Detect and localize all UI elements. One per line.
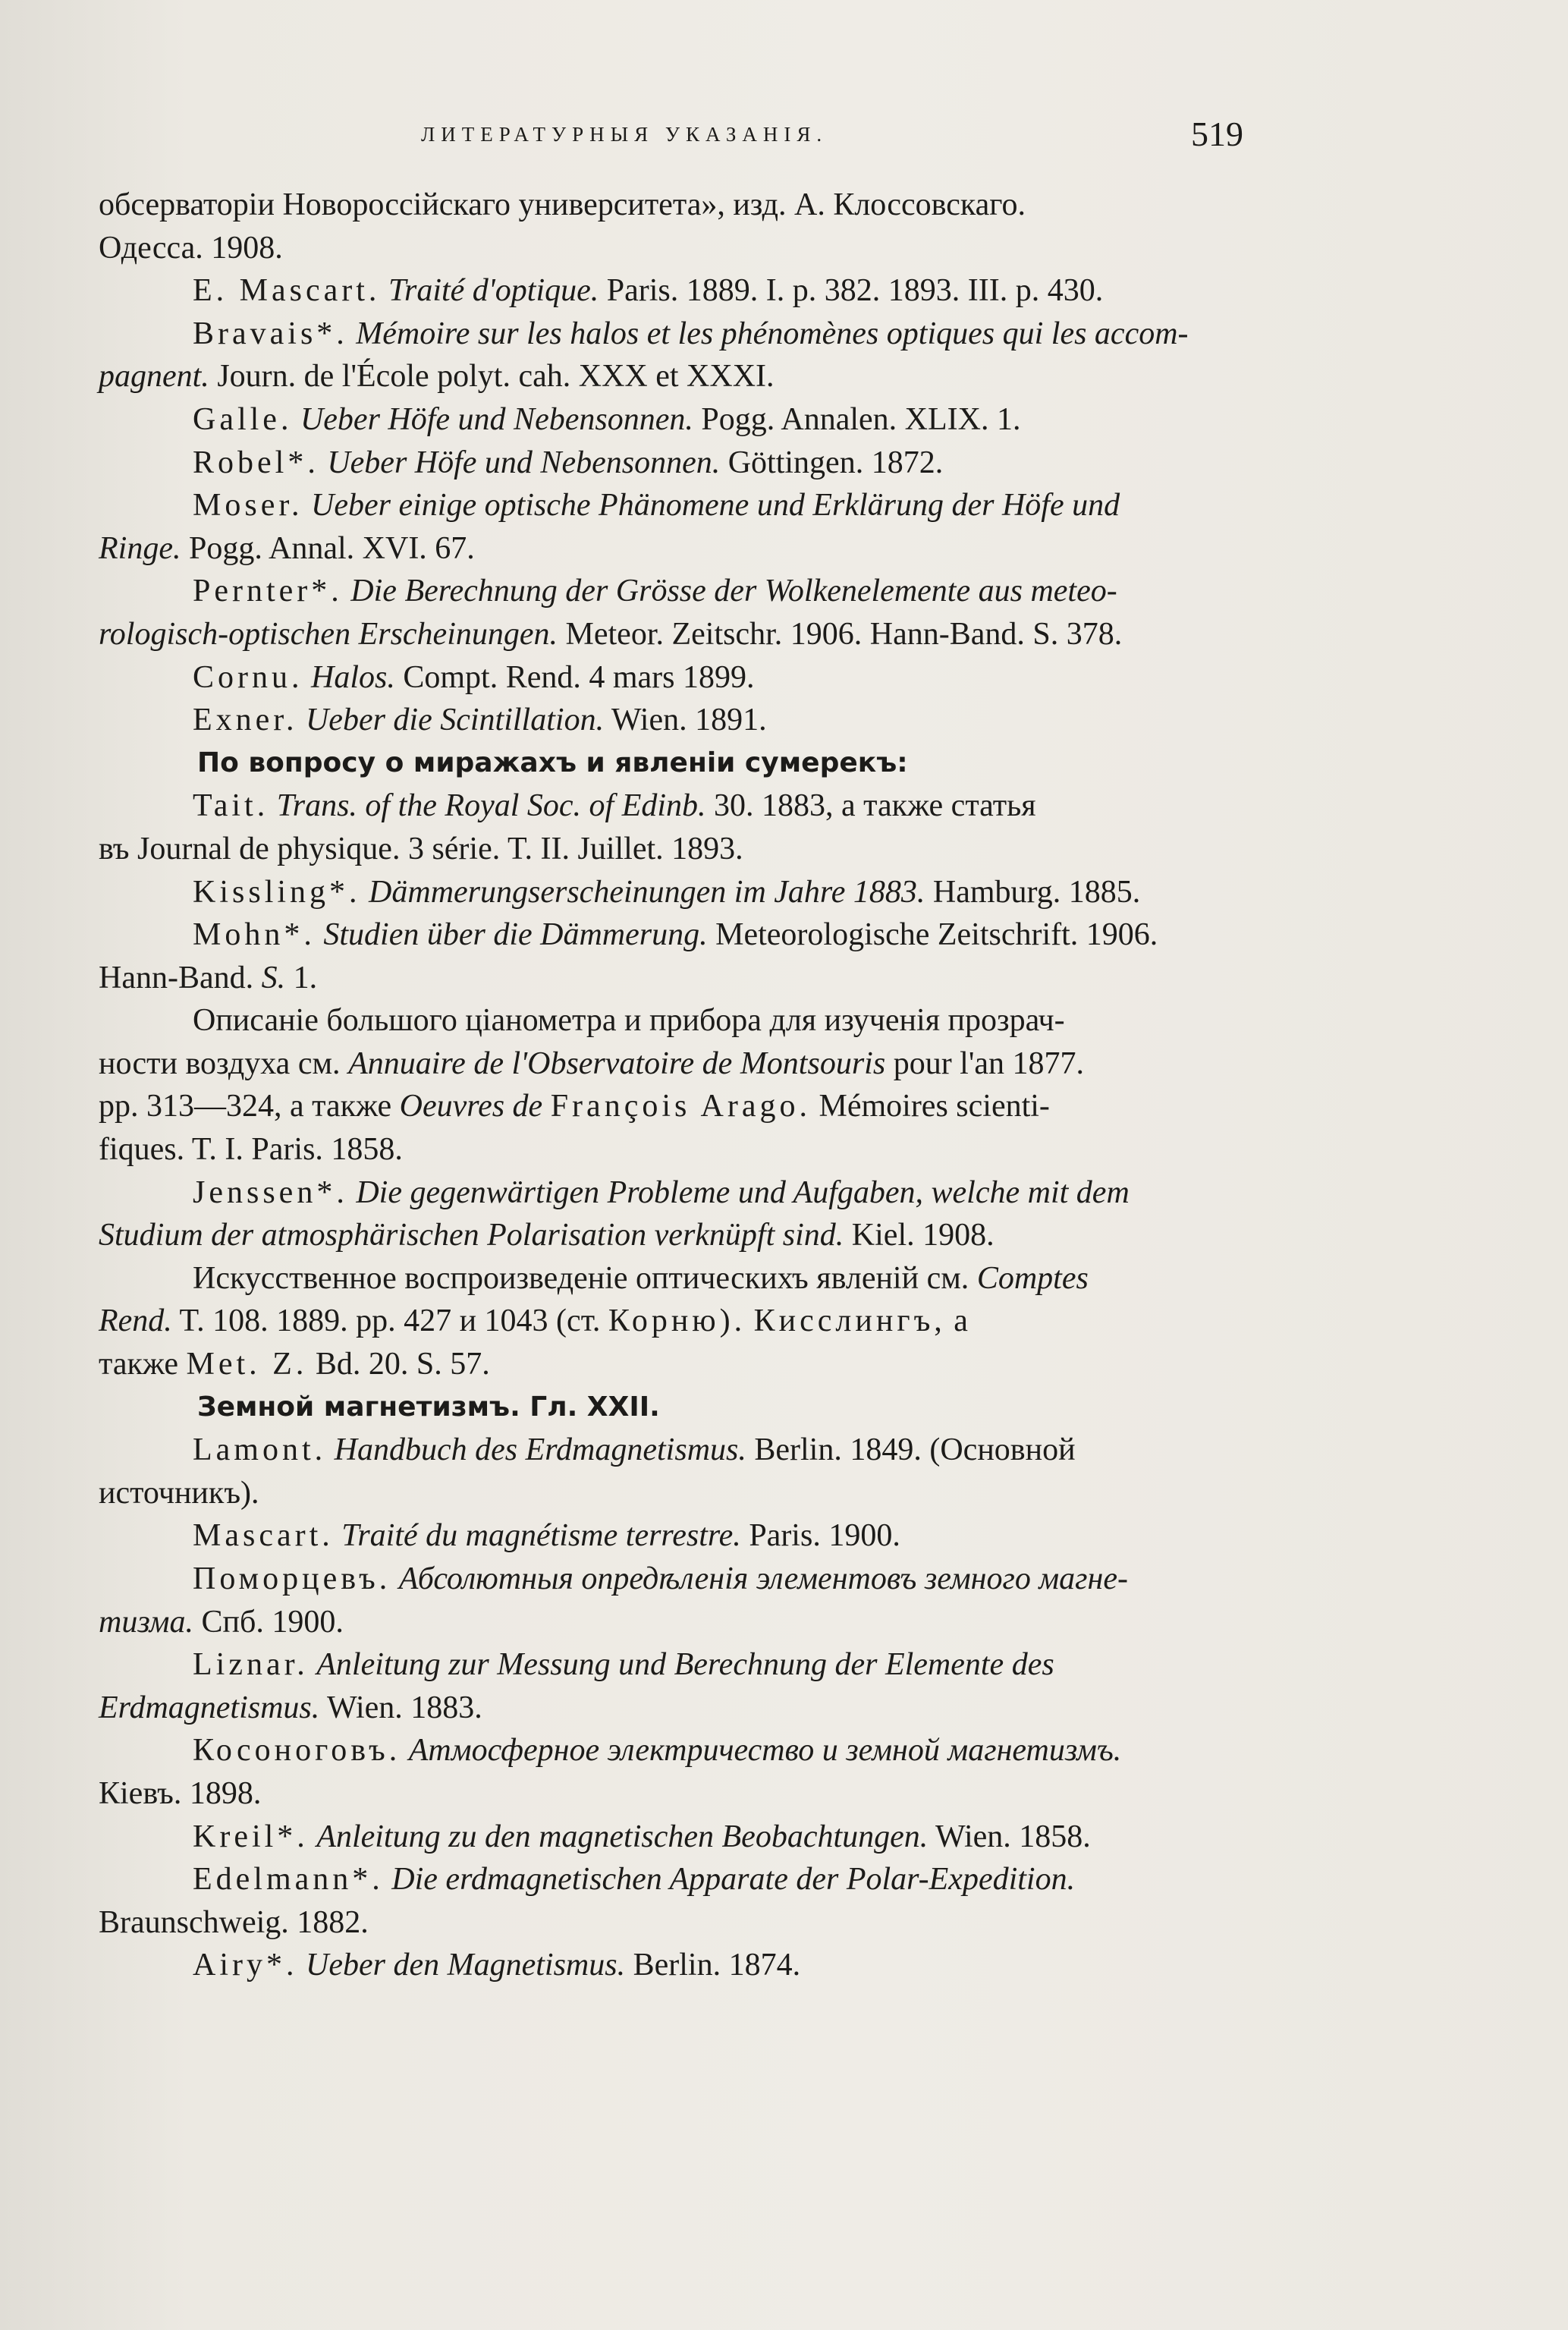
citation: Pogg. Annal. XVI. 67. [188, 530, 475, 566]
citation: Pogg. Annalen. XLIX. 1. [701, 401, 1021, 437]
text-line [99, 184, 1282, 227]
entry-line [99, 1729, 1282, 1772]
work-title: Oeuvres de [399, 1089, 543, 1124]
author: Tait. [193, 788, 269, 824]
text-line [99, 1601, 1282, 1644]
citation: Berlin. 1849. (Основной [754, 1432, 1076, 1468]
citation: Hamburg. 1885. [932, 874, 1141, 910]
work-title: Атмосферное электричество и земной магнетизмъ. [408, 1733, 1122, 1769]
line-text: источникъ). [99, 1475, 259, 1511]
entry-line [99, 1514, 1282, 1558]
line-text: pp. 313—324, а также [99, 1089, 392, 1124]
entry-line [99, 1944, 1282, 1987]
journal: Met. Z. [186, 1347, 308, 1382]
line-text: Описаніе большого ціанометра и прибора для изученія прозрач- [193, 1003, 1065, 1039]
line-text: обсерваторіи Новороссійскаго университета», изд. А. Клоссовскаго. [99, 187, 1026, 222]
work-title: Die gegenwärtigen Probleme und Aufgaben, welche mit dem [356, 1174, 1130, 1210]
text-line [99, 227, 1282, 270]
work-title: Dämmerungserscheinungen im Jahre 1883. [369, 874, 925, 910]
work-title: Annuaire de l'Observatoire de Montsouris [348, 1046, 886, 1081]
author: Pernter*. [193, 574, 343, 609]
text-line [99, 1257, 1282, 1300]
work-title: Traité d'optique. [388, 273, 599, 309]
running-title: ЛИТЕРАТУРНЫЯ УКАЗАНІЯ. [421, 123, 828, 146]
author: Mohn*. [193, 917, 316, 953]
author: Galle. [193, 401, 293, 437]
entry-line [99, 398, 1282, 442]
bibliography-text [99, 184, 1282, 1987]
work-title: Ueber die Scintillation. [305, 703, 605, 738]
text-line [99, 1214, 1282, 1257]
work-title: Die Berechnung der Grösse der Wolkenelemente aus meteo- [350, 574, 1117, 609]
citation: T. 108. 1889. pp. 427 и 1043 (ст. [179, 1303, 601, 1339]
entry-line [99, 1816, 1282, 1859]
work-title: Mémoire sur les halos et les phénomènes optiques qui les accom- [356, 316, 1189, 351]
text-line [99, 613, 1282, 656]
text-line [99, 828, 1282, 871]
text-line [99, 355, 1282, 398]
text-line [99, 1687, 1282, 1730]
citation: Paris. 1889. I. p. 382. 1893. III. p. 430. [606, 273, 1104, 309]
author: Lamont. [193, 1432, 327, 1468]
text-line [99, 957, 1282, 1000]
citation: Journ. de l'École polyt. cah. XXX et XXXI. [217, 359, 775, 395]
citation: 30. 1883, а также статья [714, 788, 1036, 824]
work-title: Die erdmagnetischen Apparate der Polar-Expedition. [391, 1862, 1076, 1898]
work-title: Ringe. [99, 530, 181, 566]
author: François Arago. [550, 1089, 811, 1124]
entry-line [99, 656, 1282, 700]
text-line [99, 1472, 1282, 1515]
section-mark: S. [261, 960, 286, 995]
citation: Kiel. 1908. [851, 1218, 995, 1253]
entry-line [99, 570, 1282, 613]
author: Kreil*. [193, 1819, 309, 1854]
author: Liznar. [193, 1647, 309, 1683]
author: Кисслингъ, [753, 1303, 946, 1339]
work-title: тизма. [99, 1604, 193, 1640]
citation: Compt. Rend. 4 mars 1899. [403, 659, 755, 695]
author: Корню). [608, 1303, 746, 1339]
line-text: также [99, 1347, 179, 1382]
text-line [99, 1042, 1282, 1086]
text-line [99, 527, 1282, 571]
entry-line [99, 913, 1282, 957]
citation: Mémoires scienti- [819, 1089, 1050, 1124]
text-line [99, 1772, 1282, 1816]
line-text: Одесса. 1908. [99, 230, 283, 266]
entry-line [99, 785, 1282, 828]
author: Moser. [193, 488, 303, 524]
citation: Wien. 1891. [611, 703, 767, 738]
author: Mascart. [193, 1518, 334, 1554]
citation: Meteorologische Zeitschrift. 1906. [715, 917, 1158, 953]
work-title: Anleitung zur Messung und Berechnung der Elemente des [316, 1647, 1054, 1683]
entry-line [99, 1429, 1282, 1472]
author: Airy*. [193, 1948, 298, 1983]
entry-line [99, 313, 1282, 356]
citation: Bd. 20. S. 57. [315, 1347, 490, 1382]
work-title: Rend. [99, 1303, 172, 1339]
entry-line [99, 1558, 1282, 1601]
work-title: Ueber den Magnetismus. [306, 1948, 626, 1983]
entry-line [99, 484, 1282, 527]
author: Jenssen*. [193, 1174, 348, 1210]
entry-line [99, 699, 1282, 742]
work-title: Абсолютныя опредѣленія элементовъ земного магне- [398, 1561, 1128, 1596]
citation: pour l'an 1877. [893, 1046, 1085, 1081]
line-text: ности воздуха см. [99, 1046, 341, 1081]
text-line [99, 999, 1282, 1042]
entry-line [99, 1171, 1282, 1215]
citation: Спб. 1900. [201, 1604, 344, 1640]
work-title: Studium der atmosphärischen Polarisation verknüpft sind. [99, 1218, 844, 1253]
entry-line [99, 871, 1282, 914]
citation: Wien. 1858. [935, 1819, 1091, 1854]
work-title: rologisch-optischen Erscheinungen. [99, 616, 558, 652]
section-heading: По вопросу о миражахъ и явленіи сумерекъ: [197, 747, 908, 778]
citation: 1. [293, 960, 318, 995]
citation: Göttingen. 1872. [727, 445, 944, 480]
line-text: fiques. T. I. Paris. 1858. [99, 1132, 403, 1168]
author: Поморцевъ. [193, 1561, 391, 1596]
work-title: Traité du magnétisme terrestre. [341, 1518, 741, 1554]
work-title: Halos. [311, 659, 395, 695]
work-title: Trans. of the Royal Soc. of Edinb. [276, 788, 706, 824]
text-line [99, 1128, 1282, 1171]
author: Bravais*. [193, 316, 348, 351]
work-title: pagnent. [99, 359, 209, 395]
author: E. Mascart. [193, 273, 381, 309]
entry-line [99, 442, 1282, 485]
line-text: а [954, 1303, 968, 1339]
citation: Meteor. Zeitschr. 1906. Hann-Band. S. 378. [565, 616, 1123, 652]
text-line [99, 1343, 1282, 1386]
page-number: 519 [1191, 115, 1243, 153]
work-title: Handbuch des Erdmagnetismus. [334, 1432, 746, 1468]
line-text: въ Journal de physique. 3 série. T. II. Juillet. 1893. [99, 831, 743, 866]
line-text: Braunschweig. 1882. [99, 1904, 369, 1940]
text-line [99, 1085, 1282, 1128]
line-text: Искусственное воспроизведеніе оптическихъ явленій см. [193, 1260, 969, 1296]
line-text: Кіевъ. 1898. [99, 1775, 262, 1811]
work-title: Ueber Höfe und Nebensonnen. [300, 401, 693, 437]
work-title: Comptes [976, 1260, 1089, 1296]
citation: Paris. 1900. [749, 1518, 900, 1554]
work-title: Ueber einige optische Phänomene und Erklärung der Höfe und [311, 488, 1120, 524]
author: Exner. [193, 703, 298, 738]
entry-line [99, 1858, 1282, 1901]
author: Robel*. [193, 445, 319, 480]
citation: Wien. 1883. [327, 1690, 482, 1725]
author: Косоноговъ. [193, 1733, 401, 1769]
entry-line [99, 269, 1282, 313]
entry-line [99, 1643, 1282, 1687]
text-line [99, 1300, 1282, 1343]
author: Edelmann*. [193, 1862, 384, 1898]
work-title: Studien über die Dämmerung. [323, 917, 708, 953]
author: Cornu. [193, 659, 303, 695]
section-heading: Земной магнетизмъ. Гл. XXII. [197, 1391, 660, 1423]
author: Kissling*. [193, 874, 361, 910]
text-line [99, 1901, 1282, 1945]
work-title: Erdmagnetismus. [99, 1690, 320, 1725]
work-title: Anleitung zu den magnetischen Beobachtungen. [316, 1819, 929, 1854]
work-title: Ueber Höfe und Nebensonnen. [327, 445, 721, 480]
citation: Berlin. 1874. [633, 1948, 801, 1983]
citation: Hann-Band. [99, 960, 254, 995]
running-header [0, 114, 1568, 159]
